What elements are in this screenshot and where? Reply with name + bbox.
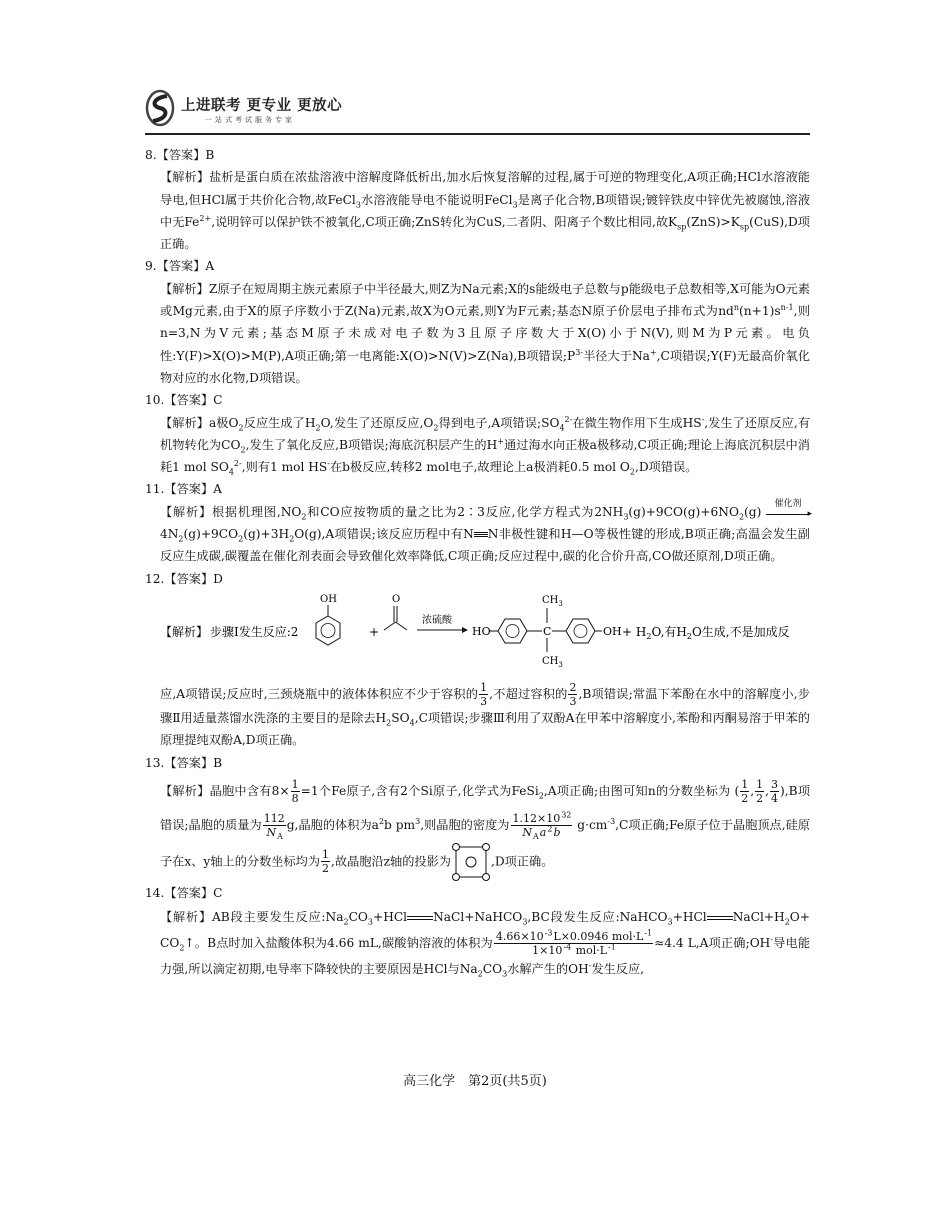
methyl-top: $CH_3$ bbox=[542, 594, 563, 608]
coord-z: $\frac{3}{4}$ bbox=[771, 777, 778, 805]
cell-mass-fraction: $\frac{112}{N_A}$ bbox=[263, 811, 285, 842]
question-11-answer: 11.【答案】A bbox=[145, 482, 222, 497]
fraction-one-half: $\frac{1}{2}$ bbox=[322, 848, 330, 876]
question-10-analysis: 【解析】a极$O_2$反应生成了$H_2O$,发生了还原反应$,O_2$得到电子,A项错误$;SO_4^{2-}$在微生物作用下生成HS-,发生了还原反应,有机物转化为$CO_2$,发生了氧化反应,B项错误;海底沉积层产生的H+通过海水向正极a极移动,C项正确;理论上海底沉积层中消耗1 mol $SO_4^{2-}$,则有1 mol HS-在b极反应,转移2 mol电子,故理论上a极消耗0.5 mol $O_2,D$项错误。 bbox=[160, 414, 811, 477]
density-fraction: $\frac{1.12\times 10^{32}}{N_Aa^2b}$ bbox=[512, 810, 572, 842]
page-footer: 高三化学 第2页(共5页) bbox=[403, 1074, 547, 1089]
equals-sign bbox=[407, 916, 433, 920]
equals-sign bbox=[707, 916, 733, 920]
header-slogan: 上进联考 更专业 更放心 bbox=[181, 98, 343, 114]
question-8-answer: 8.【答案】B bbox=[145, 148, 215, 162]
logo-icon bbox=[145, 88, 175, 128]
question-14-analysis: 【解析】AB段主要发生反应$:Na_2CO_3+HCl$ NaCl+NaHCO$_3$,BC段发生反应:NaHCO$_3$+HCl $NaCl+H_2O+$ $CO_2↑$。B点时加入盐酸体积为4.66 mL,碳酸钠溶液的体积为 $\frac{4.66\times 10^{-3}L\times 0.0946 mol\cdot L^{-1}}{1\times 10^{-4} mol\cdot L^{-1}}$ ≈4.4 L,A项正确;OH-导电能力强,所以滴定初期,电导率下降较快的主要原因是HCl与$Na_2CO_3$水解产生的OH-发生反应, bbox=[160, 910, 811, 979]
question-13-answer: 13.【答案】B bbox=[145, 755, 223, 770]
central-carbon: C bbox=[543, 624, 552, 638]
coord-x: $\frac{1}{2}$ bbox=[741, 777, 749, 805]
plus-sign-1: + bbox=[369, 624, 380, 639]
reaction-equation bbox=[160, 590, 810, 672]
fraction-one-eighth: $\frac{1}{8}$ bbox=[291, 777, 299, 805]
page-header bbox=[145, 88, 810, 132]
question-9-answer: 9.【答案】A bbox=[145, 259, 215, 274]
product-ho: HO bbox=[472, 624, 491, 638]
question-10-answer: 10.【答案】C bbox=[145, 393, 223, 408]
triple-bond bbox=[474, 532, 488, 537]
fraction-one-third: $\frac{1}{3}$ bbox=[480, 680, 488, 708]
bisphenol-reaction-diagram bbox=[160, 590, 810, 672]
question-8-analysis: 【解析】盐析是蛋白质在浓盐溶液中溶解度降低析出,加水后恢复溶解的过程,属于可逆的物理变化,A项正确;HCl水溶液能导电,但HCl属于共价化合物,故FeCl$_3$水溶液能导电不能说明FeCl$_3$是离子化合物,B项错误;镀锌铁皮中锌优先被腐蚀,溶液中无$Fe^{2+}$,说明锌可以保护铁不被氧化,C项正确;ZnS转化为CuS,二者阴、阳离子个数比相同,故$K_{sp}(ZnS)>K_{sp}(CuS),D$项正确。 bbox=[160, 170, 810, 252]
question-13-analysis: 【解析】晶胞中含有8× $\frac{1}{8}$ =1个Fe原子,含有2个Si原子,化学式为FeSi$_2$,A项正确;由图可知n的分数坐标为 ( $\frac{1}{2}$ , $\frac{1}{2}$ , $\frac{3}{4}$ ),B项错误;晶胞的质量为 $\frac{112}{N_A}$ g,晶胞的体积为$a^2b$ $pm^3$,则晶胞的密度为 $\frac{1.12\times 10^{32}}{N_Aa^2b}$ $g\cdot cm^{-3},C$项正确;Fe原子位于晶胞顶点,硅原子在x、y轴上的分数坐标均为 $\frac{1}{2}$ ,故晶胞沿z轴的投影为 ,D项正确。 bbox=[160, 774, 810, 882]
catalyst-arrow: 催化剂 ▸ bbox=[766, 505, 810, 519]
coord-y: $\frac{1}{2}$ bbox=[756, 777, 764, 805]
question-11-analysis: 【解析】根据机理图$,NO_2$和CO应按物质的量之比为2∶3反应,化学方程式为$2NH_3(g)+9CO(g)+6NO_2(g)$ 催化剂 ▸ $4N_2(g)+9CO_2(g)+3H_2O(g),A$项错误;该反应历程中有N N非极性键和H—O等极性键的形成,B项正确;高温会发生副反应生成碳,碳覆盖在催化剂表面会导致催化效率降低,C项正确;反应过程中,碳的化合价升高,CO做还原剂,D项正确。 bbox=[160, 499, 813, 564]
reagent-label: 浓硫酸 bbox=[422, 614, 452, 626]
question-14-answer: 14.【答案】C bbox=[145, 885, 223, 900]
answer-content bbox=[145, 144, 813, 982]
header-subslogan: 一站式考试服务专家 bbox=[205, 116, 295, 124]
header-rule bbox=[145, 133, 810, 135]
phenol-oh: OH bbox=[320, 593, 337, 605]
step-tail: + $H_2O$,有$H_2O$生成,不是加成反 bbox=[622, 624, 790, 641]
volume-fraction: $\frac{4.66\times 10^{-3}L\times 0.0946 mol\cdot L^{-1}}{1\times 10^{-4} mol\cdot L^{-1}}$ bbox=[495, 928, 653, 958]
product-oh: OH bbox=[603, 624, 622, 638]
question-9-analysis: 【解析】Z原子在短周期主族元素原子中半径最大,则Z为Na元素;X的s能级电子总数与p能级电子总数相等,X可能为O元素或Mg元素,由于X的原子序数小于Z(Na)元素,故X为O元素,则Y为F元素;基态N原子价层电子排布式为$nd^n(n+1)s^{n-1}$,则n=3,N为V元素;基态M原子未成对电子数为3且原子序数大于X(O)小于N(V),则M为P元素。电负性:Y(F)>X(O)>M(P),A项正确;第一电离能:X(O)>N(V)>Z(Na),B项错误$;P^{3-}$半径大于Na+,C项错误;Y(F)无最高价氧化物对应的水化物,D项错误。 bbox=[160, 281, 811, 385]
methyl-bottom: $CH_3$ bbox=[542, 655, 563, 669]
crystal-projection-icon bbox=[451, 842, 491, 882]
analysis-label: 【解析】 bbox=[160, 624, 209, 639]
fraction-two-thirds: $\frac{2}{3}$ bbox=[569, 680, 577, 708]
question-12-answer: 12.【答案】D bbox=[145, 571, 223, 586]
question-12-analysis: 应,A项错误;反应时,三颈烧瓶中的液体体积应不少于容积的 $\frac{1}{3}$ ,不超过容积的 $\frac{2}{3}$ ,B项错误;常温下苯酚在水中的溶解度小,步骤Ⅱ用适量蒸馏水洗涤的主要目的是除去$H_2SO_4,C$项错误;步骤Ⅲ利用了双酚A在甲苯中溶解度小,苯酚和丙酮易溶于甲苯的原理提纯双酚A,D项正确。 bbox=[160, 680, 811, 748]
acetone-o: O bbox=[392, 593, 401, 605]
step-text: 步骤Ⅰ发生反应:2 bbox=[210, 624, 299, 639]
